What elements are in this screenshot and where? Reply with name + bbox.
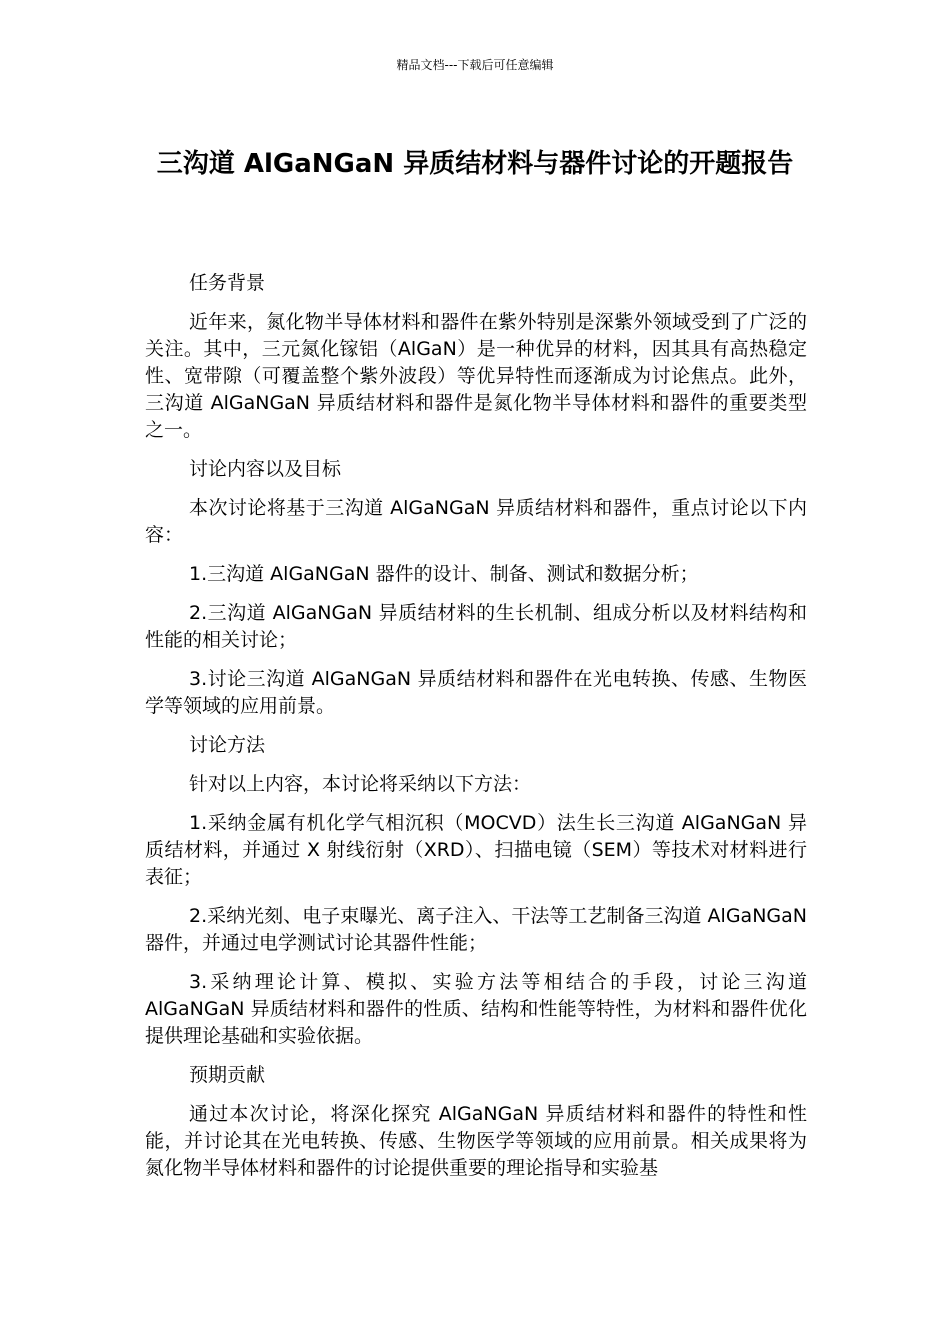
header-note: 精品文档---下载后可任意编辑 [396, 58, 554, 72]
list-item-content-1: 1.三沟道 AlGaNGaN 器件的设计、制备、测试和数据分析； [189, 563, 699, 585]
section-heading-contribution: 预期贡献 [189, 1064, 266, 1086]
list-item-content-3: 3.讨论三沟道 AlGaNGaN 异质结材料和器件在光电转换、传感、生物医学等领域的应用前景。 [145, 668, 807, 717]
paragraph-contribution: 通过本次讨论，将深化探究 AlGaNGaN 异质结材料和器件的特性和性能，并讨论其在光电转换、传感、生物医学等领域的应用前景。相关成果将为氮化物半导体材料和器件的讨论提供重要的理论指导和实验基 [145, 1103, 807, 1179]
document-title: 三沟道 AlGaNGaN 异质结材料与器件讨论的开题报告 [156, 149, 794, 179]
list-item-content-2: 2.三沟道 AlGaNGaN 异质结材料的生长机制、组成分析以及材料结构和性能的相关讨论； [145, 602, 807, 651]
list-item-method-2: 2.采纳光刻、电子束曝光、离子注入、干法等工艺制备三沟道 AlGaNGaN 器件，并通过电学测试讨论其器件性能； [145, 905, 807, 954]
section-heading-methods: 讨论方法 [189, 734, 266, 756]
paragraph-methods-intro: 针对以上内容，本讨论将采纳以下方法： [189, 773, 532, 795]
section-heading-background: 任务背景 [189, 272, 266, 294]
paragraph-background: 近年来，氮化物半导体材料和器件在紫外特别是深紫外领域受到了广泛的关注。其中，三元氮化镓铝（AlGaN）是一种优异的材料，因其具有高热稳定性、宽带隙（可覆盖整个紫外波段）等优异特性而逐渐成为讨论焦点。此外，三沟道 AlGaNGaN 异质结材料和器件是氮化物半导体材料和器件的重要类型之一。 [145, 311, 807, 441]
list-item-method-3: 3.采纳理论计算、模拟、实验方法等相结合的手段，讨论三沟道 AlGaNGaN 异质结材料和器件的性质、结构和性能等特性，为材料和器件优化提供理论基础和实验依据。 [145, 971, 807, 1047]
paragraph-content-intro: 本次讨论将基于三沟道 AlGaNGaN 异质结材料和器件，重点讨论以下内容： [145, 497, 807, 546]
list-item-method-1: 1.采纳金属有机化学气相沉积（MOCVD）法生长三沟道 AlGaNGaN 异质结材料，并通过 X 射线衍射（XRD）、扫描电镜（SEM）等技术对材料进行表征； [145, 812, 807, 888]
document-body [145, 270, 807, 1194]
section-heading-content-goals: 讨论内容以及目标 [189, 458, 342, 480]
